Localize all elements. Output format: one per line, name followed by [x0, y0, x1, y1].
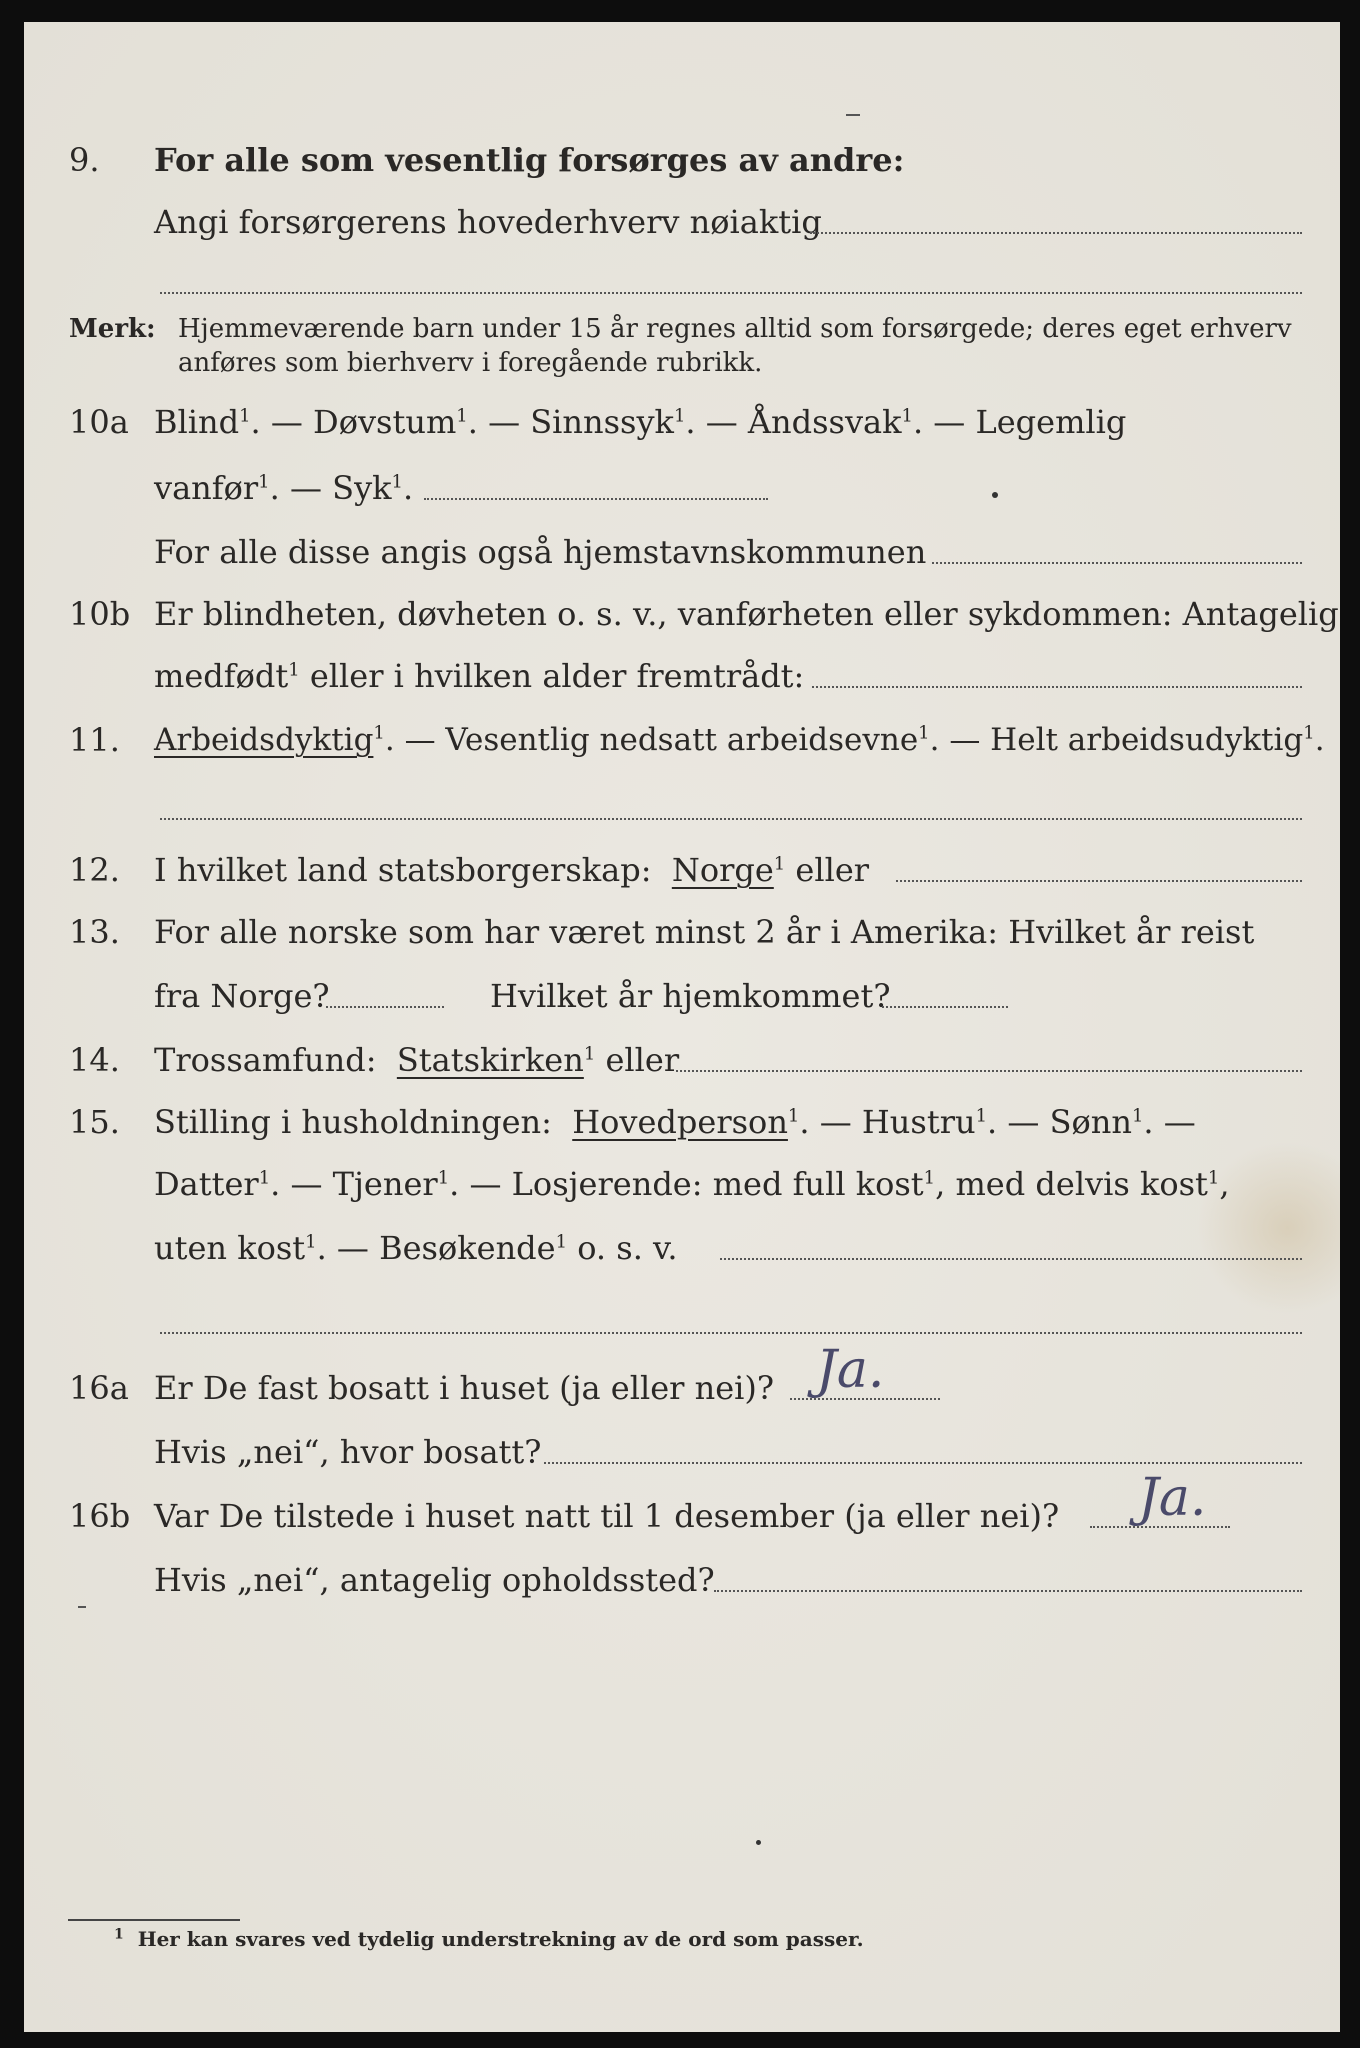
q11-line — [154, 720, 1325, 760]
merk-line1: Hjemmeværende barn under 15 år regnes alltid som forsørgede; deres eget erhverv — [178, 314, 1292, 344]
q9-title: For alle som vesentlig forsørges av andre: — [154, 141, 905, 179]
q16b-line1: Var De tilstede i huset natt til 1 desember (ja eller nei)? — [154, 1497, 1060, 1535]
sup: 1 — [437, 1167, 450, 1189]
q13-reist-line — [326, 1006, 444, 1008]
sup: 1 — [305, 1231, 317, 1253]
q12-answer-line — [896, 880, 1302, 882]
q15-answer-line-2 — [160, 1332, 1302, 1334]
footnote-rule — [68, 1919, 240, 1921]
q15-number: 15. — [69, 1103, 120, 1141]
q9-answer-line — [810, 232, 1302, 234]
q9-answer-line-2 — [160, 292, 1302, 294]
sup: 1 — [288, 659, 300, 681]
sup: 1 — [373, 722, 385, 744]
q16a-line1: Er De fast bosatt i huset (ja eller nei)? — [154, 1369, 775, 1407]
q14-number: 14. — [69, 1041, 120, 1079]
merk-line2: anføres som bierhverv i foregående rubrikk. — [178, 348, 763, 378]
footnote — [114, 1927, 864, 1951]
q10b-answer-line — [812, 686, 1302, 688]
sup: 1 — [1131, 1105, 1144, 1127]
q10a-period: . — [402, 469, 414, 507]
q15-line1 — [154, 1102, 1196, 1142]
q15-osv: o. s. v. — [567, 1229, 678, 1267]
sup: 1 — [673, 405, 686, 427]
q16a-number: 16a — [69, 1369, 129, 1407]
q16b-handwritten-answer: Ja. — [1138, 1468, 1207, 1528]
corner-mark — [846, 114, 860, 116]
q12-eller: eller — [785, 851, 870, 889]
sup: 1 — [1207, 1167, 1220, 1189]
opt-uten-kost: uten kost — [154, 1229, 306, 1267]
q13-hjemkommet-line — [882, 1006, 1008, 1008]
q16b-number: 16b — [69, 1497, 131, 1535]
q15-answer-line — [720, 1258, 1302, 1260]
q9-number: 9. — [69, 141, 100, 179]
opt-blind: Blind — [154, 403, 240, 441]
q16b-line2: Hvis „nei“, antagelig opholdssted? — [154, 1561, 715, 1599]
q10a-line2 — [154, 468, 413, 508]
opt-tjener: . — Tjener — [270, 1165, 438, 1203]
sup: 1 — [456, 405, 468, 427]
sup: 1 — [391, 471, 403, 493]
sup: 1 — [555, 1231, 568, 1253]
opt-legemlig: . — Legemlig — [912, 403, 1127, 441]
merk-label: Merk: — [69, 314, 156, 344]
footnote-text: Her kan svares ved tydelig understrekning av de ord som passer. — [137, 1927, 864, 1951]
sup: 1 — [773, 853, 786, 875]
q15-line3 — [154, 1228, 677, 1268]
q10a-line3: For alle disse angis også hjemstavnskommunen — [154, 533, 927, 571]
sup: 1 — [975, 1105, 988, 1127]
q14-line — [154, 1040, 679, 1080]
ink-dot — [756, 1840, 761, 1845]
footnote-mark: 1 — [114, 1926, 124, 1943]
opt-besokende: . — Besøkende — [316, 1229, 556, 1267]
q13-line2a: fra Norge? — [154, 977, 330, 1015]
ink-dot — [992, 492, 998, 498]
sup: 1 — [258, 1167, 271, 1189]
q10a-number: 10a — [69, 403, 129, 441]
q16a-bosatt-line — [544, 1462, 1302, 1464]
opt-sinnssyk: . — Sinnssyk — [467, 403, 674, 441]
q10a-line1 — [154, 402, 1126, 442]
q11-period: . — [1314, 722, 1325, 758]
sup: 1 — [239, 405, 251, 427]
sup: 1 — [923, 1167, 936, 1189]
q15-line2 — [154, 1164, 1230, 1204]
q13-line1: For alle norske som har været minst 2 år i Amerika: Hvilket år reist — [154, 913, 1255, 951]
sup: 1 — [787, 1105, 800, 1127]
q11-number: 11. — [69, 721, 120, 759]
q10a-syk-line — [424, 498, 768, 500]
opt-andssvak: . — Åndssvak — [685, 403, 902, 441]
opt-statskirken: Statskirken — [396, 1041, 584, 1079]
q12-line — [154, 850, 869, 890]
q13-line2b: Hvilket år hjemkommet? — [490, 977, 891, 1015]
sup: 1 — [918, 722, 930, 744]
q10b-line1: Er blindheten, døvheten o. s. v., vanførheten eller sykdommen: Antagelig — [154, 595, 1339, 633]
opt-datter: Datter — [154, 1165, 259, 1203]
q12-number: 12. — [69, 851, 120, 889]
opt-nedsatt: . — Vesentlig nedsatt arbeidsevne — [384, 722, 919, 758]
opt-vanfor: vanfør — [154, 469, 259, 507]
q16a-handwritten-answer: Ja. — [816, 1340, 885, 1400]
q14-answer-line — [676, 1070, 1302, 1072]
q16a-line2: Hvis „nei“, hvor bosatt? — [154, 1433, 542, 1471]
opt-norge: Norge — [671, 851, 774, 889]
q9-line1 — [154, 202, 822, 242]
opt-delvis-kost: , med delvis kost — [935, 1165, 1208, 1203]
q14-text: Trossamfund: — [154, 1041, 377, 1079]
opt-syk: . — Syk — [269, 469, 392, 507]
opt-medfodt: medfødt — [154, 657, 289, 695]
q9-text: Angi forsørgerens hovederhverv nøiaktig — [154, 203, 822, 241]
opt-hustru: . — Hustru — [799, 1103, 976, 1141]
sup: 1 — [1303, 722, 1315, 744]
q10b-number: 10b — [69, 595, 131, 633]
q15-comma: , — [1219, 1165, 1230, 1203]
q11-line-2 — [160, 818, 1302, 820]
sup: 1 — [901, 405, 913, 427]
q13-number: 13. — [69, 913, 120, 951]
q16b-opholdssted-line — [714, 1590, 1302, 1592]
q15-dash: . — — [1143, 1103, 1196, 1141]
opt-dovstum: . — Døvstum — [250, 403, 457, 441]
opt-full-kost: . — Losjerende: med full kost — [449, 1165, 924, 1203]
q10a-hjemstavn-line — [932, 562, 1302, 564]
opt-udyktig: . — Helt arbeidsudyktig — [929, 722, 1304, 758]
sup: 1 — [258, 471, 270, 493]
q14-eller: eller — [595, 1041, 680, 1079]
opt-arbeidsdyktig: Arbeidsdyktig — [154, 722, 374, 758]
opt-hovedperson: Hovedperson — [572, 1103, 788, 1141]
q10b-line2 — [154, 656, 804, 696]
q15-text: Stilling i husholdningen: — [154, 1103, 552, 1141]
margin-mark — [78, 1606, 86, 1608]
q12-text: I hvilket land statsborgerskap: — [154, 851, 652, 889]
opt-sonn: . — Sønn — [987, 1103, 1132, 1141]
q10b-text: eller i hvilken alder fremtrådt: — [299, 657, 805, 695]
sup: 1 — [583, 1043, 596, 1065]
census-form-page — [24, 22, 1340, 2032]
